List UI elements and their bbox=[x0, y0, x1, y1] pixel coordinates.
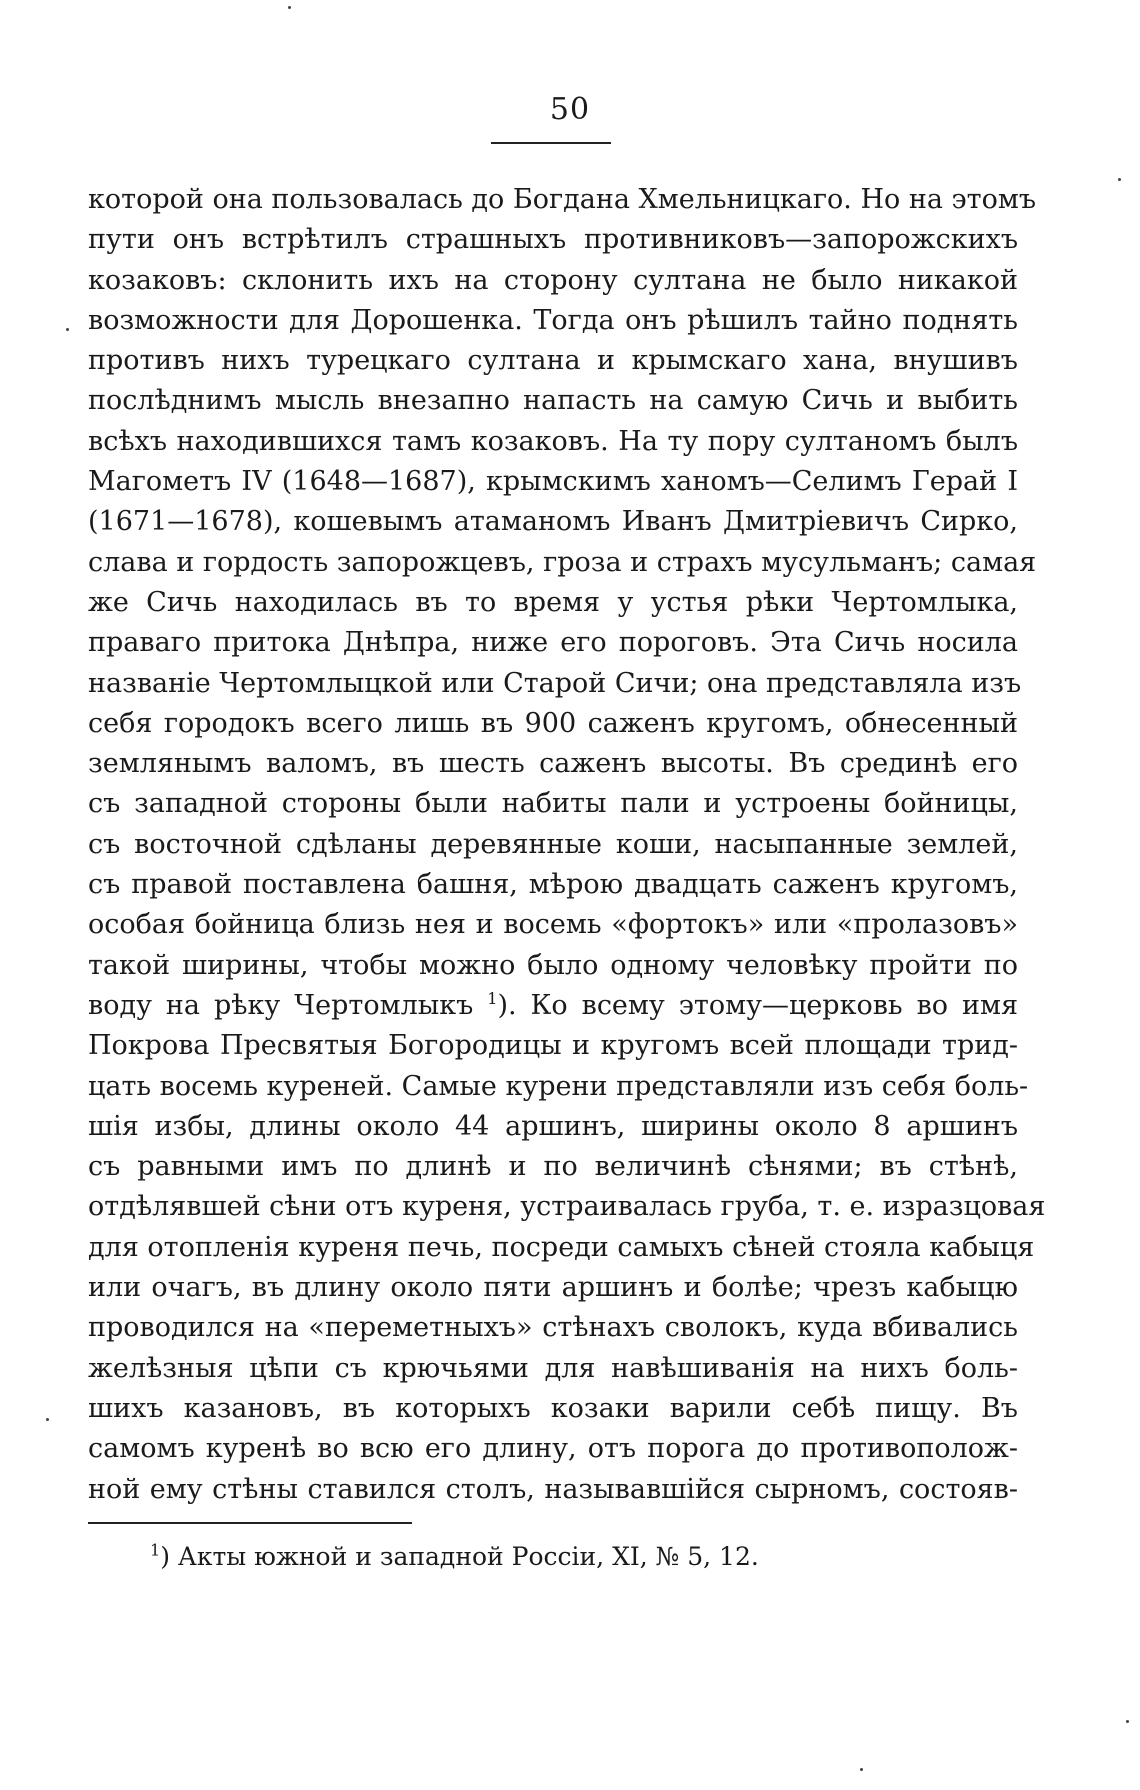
text-line: съ равными имъ по длинѣ и по величинѣ сѣнями; въ стѣнѣ, bbox=[88, 1151, 1018, 1183]
text-line: (1671—1678), кошевымъ атаманомъ Иванъ Дмитріевичъ Сирко, bbox=[88, 506, 1018, 538]
text-line: которой она пользовалась до Богдана Хмельницкаго. Но на этомъ bbox=[88, 184, 1037, 215]
text-line: особая бойница близь нея и восемь «фортокъ» или «пролазовъ» bbox=[88, 909, 1018, 941]
text-line: всѣхъ находившихся тамъ козаковъ. На ту пору султаномъ былъ bbox=[88, 425, 1018, 457]
text-line: такой ширины, чтобы можно было одному человѣку пройти по bbox=[88, 949, 1018, 981]
text-line: пути онъ встрѣтилъ страшныхъ противниковъ—запорожскихъ bbox=[88, 224, 1018, 256]
text-line: съ западной стороны были набиты пали и устроены бойницы, bbox=[88, 788, 1018, 820]
footnote bbox=[150, 1537, 759, 1577]
text-line: слава и гордость запорожцевъ, гроза и страхъ мусульманъ; самая bbox=[88, 546, 1037, 578]
scan-speck bbox=[860, 1768, 863, 1771]
text-line-tail: ). Ко всему этому—церковь во имя bbox=[497, 989, 1019, 1021]
text-line: послѣднимъ мысль внезапно напасть на самую Сичь и выбить bbox=[88, 385, 1018, 417]
text-line: съ правой поставлена башня, мѣрою двадцать саженъ кругомъ, bbox=[88, 869, 1018, 901]
page-number-rule bbox=[491, 142, 611, 144]
text-line: возможности для Дорошенка. Тогда онъ рѣшилъ тайно поднять bbox=[88, 304, 1018, 336]
scan-speck bbox=[46, 1418, 49, 1421]
footnote-rule bbox=[88, 1522, 412, 1524]
text-line: самомъ куренѣ во всю его длину, отъ порога до противополож- bbox=[88, 1433, 1018, 1465]
text-line: землянымъ валомъ, въ шесть саженъ высоты. Въ срединѣ его bbox=[88, 748, 1018, 780]
text-line: праваго притока Днѣпра, ниже его пороговъ. Эта Сичь носила bbox=[88, 627, 1018, 659]
text-line: же Сичь находилась въ то время у устья рѣки Чертомлыка, bbox=[88, 586, 1018, 618]
text-line: себя городокъ всего лишь въ 900 саженъ кругомъ, обнесенный bbox=[88, 707, 1018, 739]
footnote-marker: 1 bbox=[150, 1540, 161, 1560]
text-line: проводился на «переметныхъ» стѣнахъ сволокъ, куда вбивались bbox=[88, 1312, 1018, 1344]
text-line: Магометъ IV (1648—1687), крымскимъ ханомъ—Селимъ Герай I bbox=[88, 466, 1018, 498]
page-number: 50 bbox=[549, 92, 591, 127]
footnote-ref-marker: 1 bbox=[487, 988, 498, 1008]
text-line: или очагъ, въ длину около пяти аршинъ и болѣе; чрезъ кабыцю bbox=[88, 1272, 1018, 1304]
text-line: ной ему стѣны ставился столъ, называвшійся сырномъ, состояв- bbox=[88, 1473, 1018, 1505]
text-line: шихъ казановъ, въ которыхъ козаки варили себѣ пищу. Въ bbox=[88, 1392, 1018, 1424]
text-line: съ восточной сдѣланы деревянные коши, насыпанные землей, bbox=[88, 828, 1018, 860]
footnote-text: ) Акты южной и западной Россіи, XI, № 5, 12. bbox=[160, 1542, 759, 1571]
scan-speck bbox=[66, 328, 69, 331]
text-line: козаковъ: склонить ихъ на сторону султана не было никакой bbox=[88, 264, 1018, 296]
text-line: цать восемь куреней. Самые курени представляли изъ себя боль- bbox=[88, 1070, 1029, 1102]
text-line: названіе Чертомлыцкой или Старой Сичи; она представляла изъ bbox=[88, 667, 1022, 699]
scan-speck bbox=[288, 6, 291, 9]
body-text bbox=[88, 180, 1046, 1510]
scan-speck bbox=[1126, 1720, 1129, 1723]
text-line: шія избы, длины около 44 аршинъ, ширины около 8 аршинъ bbox=[88, 1110, 1018, 1142]
text-line-head: воду на рѣку Чертомлыкъ bbox=[88, 989, 474, 1021]
text-line-with-footnote-ref bbox=[88, 986, 1018, 1026]
text-line: противъ нихъ турецкаго султана и крымскаго хана, внушивъ bbox=[88, 345, 1018, 377]
text-line: Покрова Пресвятыя Богородицы и кругомъ всей площади трид- bbox=[88, 1030, 1018, 1062]
text-line: для отопленія куреня печь, посреди самыхъ сѣней стояла кабыця bbox=[88, 1231, 1035, 1263]
text-line: отдѣлявшей сѣни отъ куреня, устраивалась груба, т. е. изразцовая bbox=[88, 1191, 1046, 1223]
scan-speck bbox=[1118, 178, 1121, 181]
text-line: желѣзныя цѣпи съ крючьями для навѣшиванія на нихъ боль- bbox=[88, 1352, 1018, 1384]
